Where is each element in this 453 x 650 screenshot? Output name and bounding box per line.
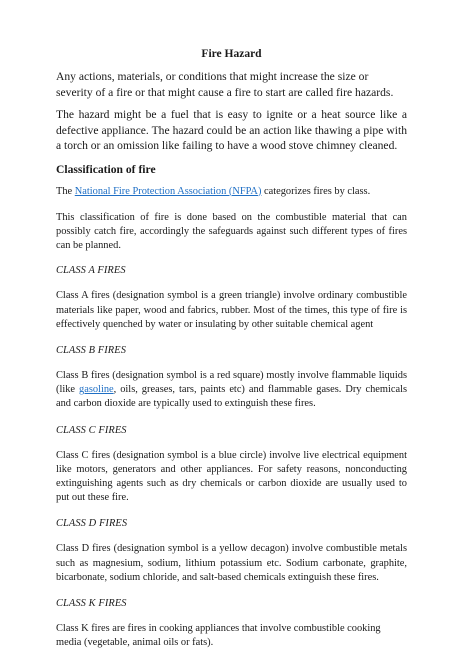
classification-heading: Classification of fire — [56, 162, 156, 176]
class-a-heading: CLASS A FIRES — [56, 265, 126, 277]
intro-paragraph-2: The hazard might be a fuel that is easy to ignite or a heat source like a defective appliance. The hazard could be an action like thawing a pipe with a torch or an omission like failing to have a wood stove chimney cleaned. — [56, 108, 407, 152]
class-b-text-pre: Class B fires (designation symbol is a red square) mostly involve flammable liquids (like — [56, 369, 407, 396]
gasoline-link[interactable]: gasoline — [79, 384, 114, 396]
class-k-paragraph: Class K fires are fires in cooking appliances that involve combustible cooking media (vegetable, animal oils or fats). — [56, 622, 381, 649]
nfpa-paragraph — [56, 185, 407, 199]
class-d-heading: CLASS D FIRES — [56, 518, 128, 530]
nfpa-link[interactable]: National Fire Protection Association (NFPA) — [74, 185, 262, 197]
classification-paragraph: This classification of fire is done based on the combustible material that can possibly catch fire, accordingly the safeguards against such different types of fires can be planned. — [56, 211, 407, 252]
class-b-heading: CLASS B FIRES — [56, 344, 126, 356]
page-title: Fire Hazard — [201, 48, 262, 60]
class-d-paragraph: Class D fires (designation symbol is a yellow decagon) involve combustible metals such as magnesium, sodium, lithium potassium etc. Sodium carbonate, graphite, bicarbonate, sodium chloride, and salt-based chemicals extinguish these fires. — [56, 543, 407, 583]
intro-paragraph-1: Any actions, materials, or conditions that might increase the size or severity of a fire or that might cause a fire to start are called fire hazards. — [56, 70, 394, 99]
nfpa-text-pre: The — [56, 185, 75, 197]
nfpa-text-post: categorizes fires by class. — [261, 185, 371, 197]
class-c-paragraph: Class C fires (designation symbol is a blue circle) involve live electrical equipment like motors, generators and other appliances. For safety reasons, nonconducting extinguishing agents such as dry chemicals or carbon dioxide are usually used to put out these fire. — [56, 449, 407, 504]
class-c-heading: CLASS C FIRES — [56, 424, 127, 436]
class-b-paragraph — [56, 369, 407, 412]
class-k-heading: CLASS K FIRES — [56, 597, 127, 609]
class-a-paragraph: Class A fires (designation symbol is a green triangle) involve ordinary combustible materials like paper, wood and fabrics, rubber. Most of the times, this type of fire is effectively quenched by water or insulating by other suitable chemical agent — [56, 290, 407, 330]
class-b-text-post: , oils, greases, tars, paints etc) and flammable gases. Dry chemicals and carbon dioxide are typically used to extinguish these fires. — [56, 384, 407, 410]
